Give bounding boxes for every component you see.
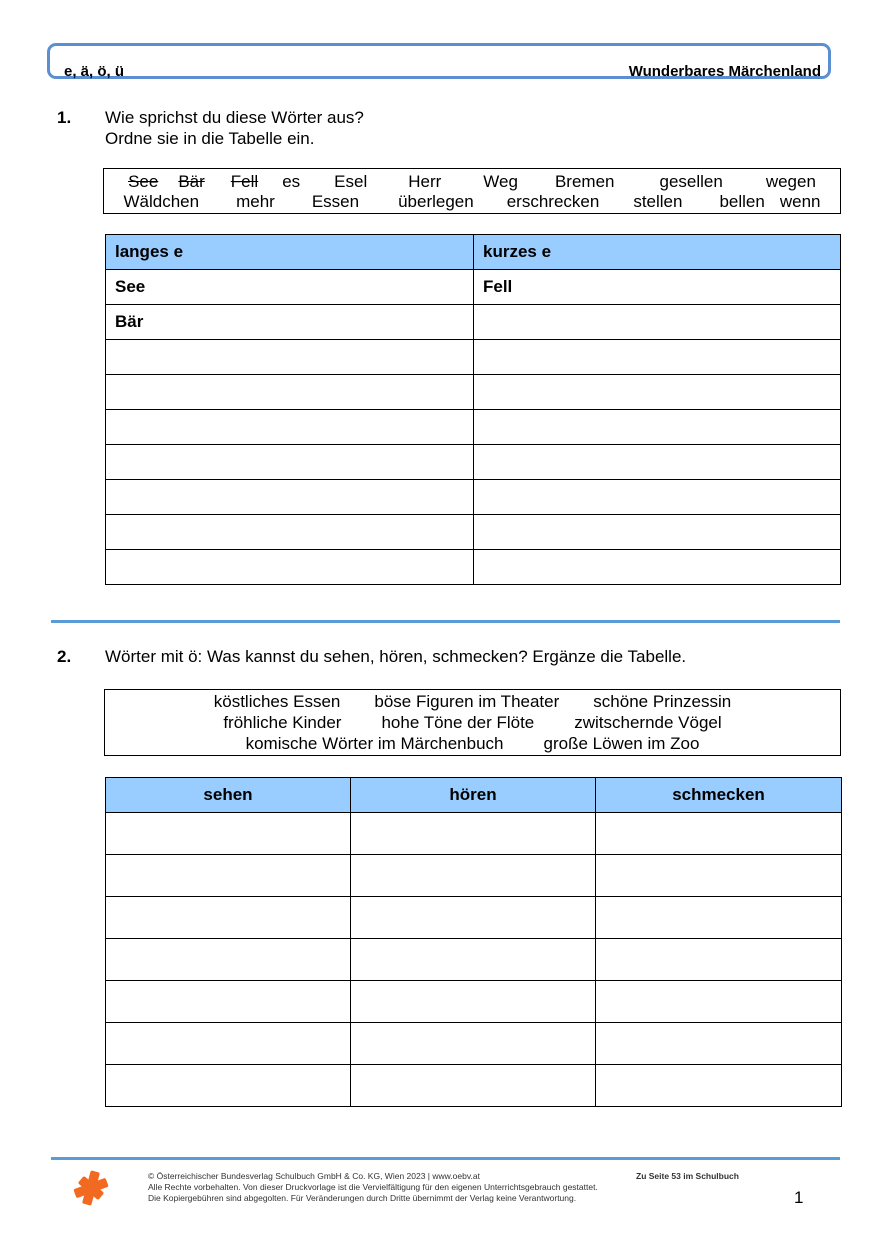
answer-cell[interactable] — [106, 897, 351, 939]
header-topic: e, ä, ö, ü — [64, 63, 125, 80]
answer-cell[interactable] — [351, 855, 596, 897]
footer-line-2: Alle Rechte vorbehalten. Von dieser Druckvorlage ist die Vervielfältigung für den eigenen Unterrichtsgebrauch gestattet. — [148, 1182, 598, 1192]
word-box-line — [105, 734, 840, 754]
footer-divider — [51, 1157, 840, 1160]
footer-line-1: © Österreichischer Bundesverlag Schulbuch GmbH & Co. KG, Wien 2023 | www.oebv.at — [148, 1171, 480, 1181]
page-number: 1 — [794, 1188, 804, 1207]
answer-cell[interactable] — [351, 939, 596, 981]
answer-cell[interactable] — [596, 1065, 842, 1107]
struck-word: Bär — [178, 172, 205, 191]
table-row — [106, 550, 841, 585]
table-row — [106, 305, 841, 340]
table-header-cell: kurzes e — [474, 235, 841, 270]
word: es — [282, 172, 301, 191]
answer-cell[interactable] — [351, 1065, 596, 1107]
table-row — [106, 375, 841, 410]
task2-number: 2. — [57, 647, 72, 666]
header-title: Wunderbares Märchenland — [628, 63, 821, 80]
word: Wäldchen — [123, 192, 200, 211]
word: mehr — [236, 192, 275, 211]
word: Herr — [408, 172, 442, 191]
answer-cell[interactable]: See — [106, 270, 474, 305]
answer-cell[interactable] — [351, 813, 596, 855]
task1-instruction — [105, 107, 364, 149]
table-header-cell: schmecken — [596, 778, 842, 813]
answer-cell[interactable] — [596, 813, 842, 855]
word: bellen — [719, 192, 765, 211]
header-box — [47, 43, 831, 79]
phrase: böse Figuren im Theater — [374, 692, 560, 711]
answer-cell[interactable] — [351, 897, 596, 939]
footer-copyright — [148, 1171, 598, 1204]
answer-cell[interactable] — [596, 1023, 842, 1065]
footer-reference: Zu Seite 53 im Schulbuch — [636, 1171, 739, 1181]
table-header-cell: langes e — [106, 235, 474, 270]
task2-table — [105, 777, 842, 1107]
table-row — [106, 270, 841, 305]
table-row — [106, 515, 841, 550]
answer-cell[interactable] — [596, 939, 842, 981]
task1-line1: Wie sprichst du diese Wörter aus? — [105, 108, 364, 127]
table-header-cell: hören — [351, 778, 596, 813]
answer-cell[interactable] — [106, 375, 474, 410]
answer-cell[interactable] — [106, 939, 351, 981]
word: erschrecken — [506, 192, 600, 211]
phrase: fröhliche Kinder — [223, 713, 342, 732]
table-row — [106, 480, 841, 515]
word: stellen — [633, 192, 683, 211]
table-header-cell: sehen — [106, 778, 351, 813]
answer-cell[interactable] — [106, 981, 351, 1023]
answer-cell[interactable] — [106, 1065, 351, 1107]
table-row — [106, 813, 842, 855]
table-row — [106, 855, 842, 897]
word: Weg — [483, 172, 518, 191]
table-row — [106, 1023, 842, 1065]
word: Essen — [311, 192, 360, 211]
answer-cell[interactable] — [474, 340, 841, 375]
answer-cell[interactable] — [106, 550, 474, 585]
word-box-row-2 — [104, 192, 840, 212]
answer-cell[interactable] — [106, 480, 474, 515]
word: wenn — [779, 192, 821, 211]
answer-cell[interactable] — [106, 1023, 351, 1065]
answer-cell[interactable] — [474, 515, 841, 550]
answer-cell[interactable] — [596, 897, 842, 939]
table-row — [106, 340, 841, 375]
word: gesellen — [659, 172, 723, 191]
phrase: schöne Prinzessin — [593, 692, 732, 711]
phrase: köstliches Essen — [213, 692, 341, 711]
task1-word-box — [103, 168, 841, 214]
answer-cell[interactable]: Bär — [106, 305, 474, 340]
phrase: hohe Töne der Flöte — [381, 713, 535, 732]
table-row — [106, 1065, 842, 1107]
answer-cell[interactable] — [474, 550, 841, 585]
table-row — [106, 445, 841, 480]
answer-cell[interactable]: Fell — [474, 270, 841, 305]
answer-cell[interactable] — [474, 305, 841, 340]
table-row — [106, 410, 841, 445]
answer-cell[interactable] — [106, 340, 474, 375]
answer-cell[interactable] — [474, 445, 841, 480]
answer-cell[interactable] — [106, 855, 351, 897]
word-box-line — [105, 713, 840, 733]
task1-table — [105, 234, 841, 585]
answer-cell[interactable] — [351, 981, 596, 1023]
task2-word-box — [104, 689, 841, 756]
task2-instruction: Wörter mit ö: Was kannst du sehen, hören, schmecken? Ergänze die Tabelle. — [105, 647, 687, 666]
table-row — [106, 939, 842, 981]
struck-word: See — [128, 172, 159, 191]
word: wegen — [765, 172, 816, 191]
answer-cell[interactable] — [474, 410, 841, 445]
footer-line-3: Die Kopiergebühren sind abgegolten. Für Veränderungen durch Dritte übernimmt der Verlag keine Verantwortung. — [148, 1193, 577, 1203]
word: Bremen — [554, 172, 615, 191]
phrase: große Löwen im Zoo — [543, 734, 700, 753]
task1-line2: Ordne sie in die Tabelle ein. — [105, 129, 315, 148]
word-box-row-1 — [104, 172, 840, 192]
section-divider — [51, 620, 840, 623]
answer-cell[interactable] — [106, 515, 474, 550]
word: Esel — [334, 172, 368, 191]
word: überlegen — [398, 192, 474, 211]
publisher-logo-icon — [72, 1169, 110, 1207]
answer-cell[interactable] — [106, 445, 474, 480]
answer-cell[interactable] — [474, 375, 841, 410]
answer-cell[interactable] — [106, 410, 474, 445]
word-box-line — [105, 692, 840, 712]
answer-cell[interactable] — [474, 480, 841, 515]
answer-cell[interactable] — [106, 813, 351, 855]
phrase: komische Wörter im Märchenbuch — [245, 734, 504, 753]
task1-number: 1. — [57, 108, 72, 127]
phrase: zwitschernde Vögel — [574, 713, 722, 732]
table-row — [106, 897, 842, 939]
answer-cell[interactable] — [351, 1023, 596, 1065]
table-row — [106, 981, 842, 1023]
struck-word: Fell — [230, 172, 259, 191]
answer-cell[interactable] — [596, 981, 842, 1023]
answer-cell[interactable] — [596, 855, 842, 897]
